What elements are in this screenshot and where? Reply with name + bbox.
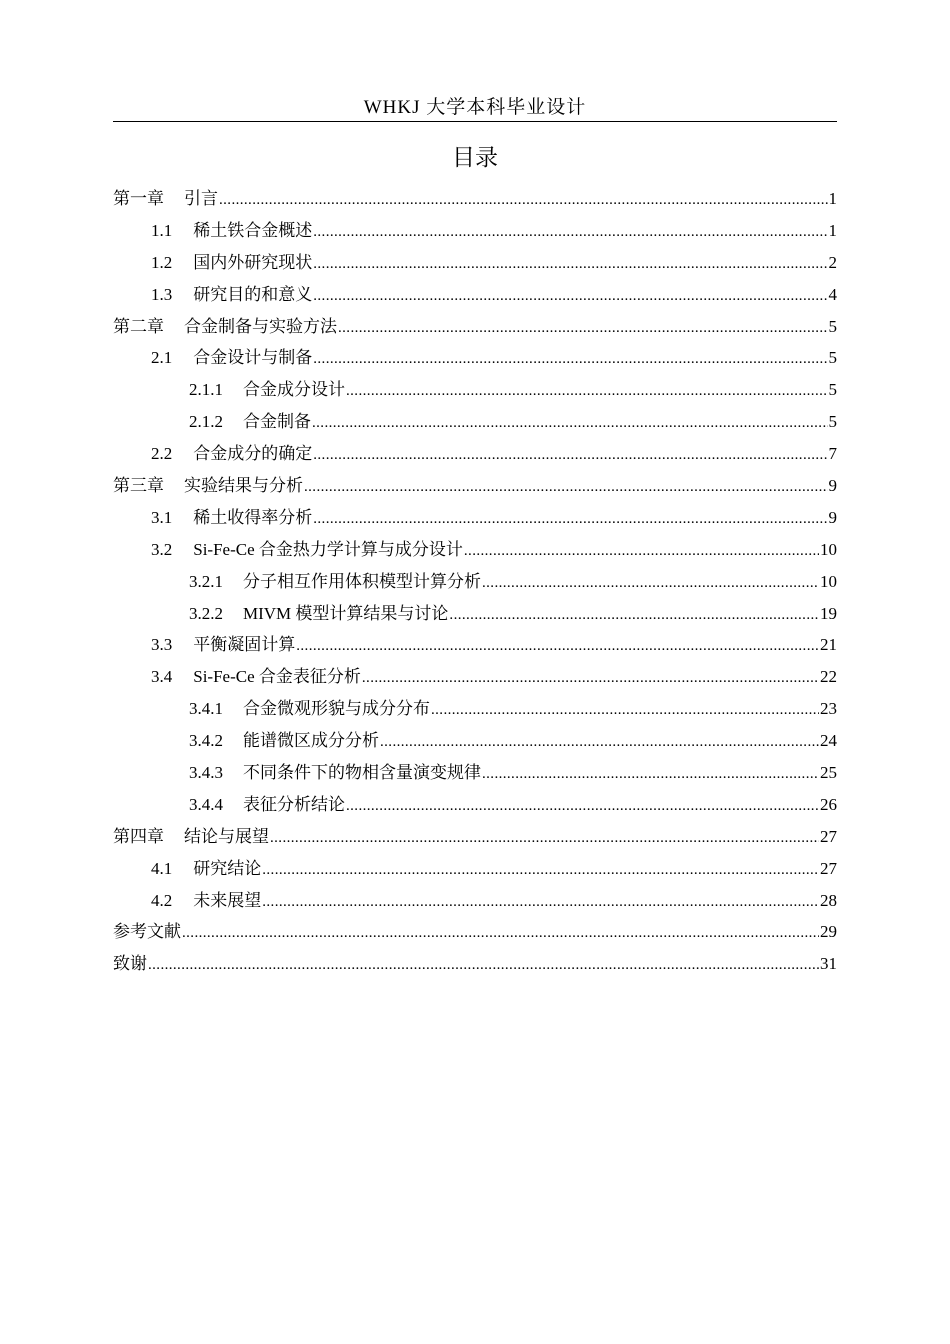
- toc-entry[interactable]: [113, 438, 837, 470]
- toc-entry-title: 合金设计与制备: [193, 348, 313, 368]
- toc-entry-title: MIVM 模型计算结果与讨论: [243, 603, 449, 623]
- toc-entry-number: 3.4.2: [189, 731, 223, 751]
- toc-entry-page-number: 22: [820, 667, 837, 687]
- toc-entry[interactable]: [113, 885, 837, 917]
- toc-entry-title: 稀土收得率分析: [193, 507, 313, 527]
- toc-entry-number: 2.2: [151, 444, 173, 464]
- toc-entry[interactable]: [113, 629, 837, 661]
- toc-dot-leader: [262, 887, 819, 917]
- toc-entry-page-number: 29: [820, 922, 837, 942]
- toc-entry-title: 未来展望: [193, 890, 262, 910]
- toc-entry-title: Si-Fe-Ce 合金表征分析: [193, 667, 361, 687]
- toc-entry-page-number: 21: [820, 635, 837, 655]
- toc-entry-title: 合金制备: [243, 412, 311, 432]
- toc-entry-title: 研究结论: [193, 858, 262, 878]
- toc-entry-page-number: 24: [820, 731, 837, 751]
- toc-entry[interactable]: [113, 342, 837, 374]
- toc-entry-title: 参考文献: [113, 922, 181, 942]
- toc-entry-number: 第四章: [113, 826, 164, 846]
- toc-entry-number: 3.2: [151, 539, 173, 559]
- toc-dot-leader: [380, 727, 819, 757]
- toc-entry-page-number: 7: [828, 444, 837, 464]
- toc-entry-page-number: 31: [820, 954, 837, 974]
- toc-entry-page-number: 5: [828, 348, 837, 368]
- toc-entry-title: 合金成分的确定: [193, 444, 313, 464]
- toc-entry-number: 3.3: [151, 635, 173, 655]
- toc-dot-leader: [182, 918, 819, 948]
- toc-entry-page-number: 2: [828, 252, 837, 272]
- toc-entry-page-number: 9: [828, 476, 837, 496]
- toc-entry-title: 表征分析结论: [243, 794, 345, 814]
- toc-entry[interactable]: [113, 661, 837, 693]
- toc-dot-leader: [219, 185, 828, 215]
- toc-dot-leader: [346, 376, 828, 406]
- toc-entry-title: 合金成分设计: [243, 380, 345, 400]
- toc-dot-leader: [313, 217, 827, 247]
- toc-entry-number: 3.4.4: [189, 794, 223, 814]
- toc-title: 目录: [452, 145, 498, 171]
- toc-entry[interactable]: [113, 470, 837, 502]
- toc-entry-title: 实验结果与分析: [184, 476, 303, 496]
- toc-entry-title: 致谢: [113, 954, 147, 974]
- toc-entry[interactable]: [113, 948, 837, 980]
- toc-entry-title: Si-Fe-Ce 合金热力学计算与成分设计: [193, 539, 463, 559]
- toc-dot-leader: [338, 313, 828, 343]
- toc-entry-number: 1.1: [151, 220, 173, 240]
- toc-dot-leader: [449, 600, 819, 630]
- toc-entry[interactable]: [113, 183, 837, 215]
- toc-entry[interactable]: [113, 916, 837, 948]
- toc-entry-page-number: 10: [820, 571, 837, 591]
- toc-entry-page-number: 1: [828, 220, 837, 240]
- toc-entry[interactable]: [113, 598, 837, 630]
- toc-entry[interactable]: [113, 247, 837, 279]
- toc-entry[interactable]: [113, 311, 837, 343]
- toc-entry-title: 合金微观形貌与成分分布: [243, 699, 430, 719]
- toc-entry[interactable]: [113, 693, 837, 725]
- toc-entry-title: 引言: [184, 189, 218, 208]
- toc-entry-number: 1.2: [151, 252, 173, 272]
- toc-entry-number: 3.4.3: [189, 763, 223, 783]
- toc-entry-page-number: 28: [820, 890, 837, 910]
- toc-entry-number: 2.1.1: [189, 380, 223, 400]
- toc-entry[interactable]: [113, 279, 837, 311]
- toc-dot-leader: [312, 408, 828, 438]
- toc-entry-number: 3.1: [151, 507, 173, 527]
- toc-entry-page-number: 27: [820, 858, 837, 878]
- toc-entry-title: 合金制备与实验方法: [184, 316, 337, 336]
- toc-dot-leader: [270, 823, 819, 853]
- toc-entry[interactable]: [113, 215, 837, 247]
- toc-entry-page-number: 25: [820, 763, 837, 783]
- table-of-contents: [113, 183, 837, 980]
- toc-entry-number: 第二章: [113, 316, 164, 336]
- toc-entry[interactable]: [113, 502, 837, 534]
- toc-dot-leader: [148, 950, 819, 980]
- toc-entry-title: 稀土铁合金概述: [193, 220, 313, 240]
- toc-entry[interactable]: [113, 406, 837, 438]
- toc-entry-page-number: 19: [820, 603, 837, 623]
- toc-dot-leader: [313, 249, 827, 279]
- toc-dot-leader: [304, 472, 828, 502]
- toc-entry-title: 能谱微区成分分析: [243, 731, 379, 751]
- toc-entry-page-number: 5: [828, 412, 837, 432]
- toc-entry-number: 3.2.1: [189, 571, 223, 591]
- toc-entry[interactable]: [113, 566, 837, 598]
- toc-dot-leader: [362, 663, 819, 693]
- toc-entry[interactable]: [113, 853, 837, 885]
- toc-entry-number: 3.4.1: [189, 699, 223, 719]
- toc-dot-leader: [464, 536, 819, 566]
- toc-dot-leader: [313, 344, 827, 374]
- page-header: WHKJ 大学本科毕业设计: [363, 97, 587, 118]
- toc-dot-leader: [482, 568, 819, 598]
- toc-dot-leader: [313, 504, 827, 534]
- toc-entry[interactable]: [113, 821, 837, 853]
- toc-entry-number: 第三章: [113, 476, 164, 496]
- toc-entry-number: 4.1: [151, 858, 173, 878]
- toc-entry[interactable]: [113, 757, 837, 789]
- toc-entry[interactable]: [113, 725, 837, 757]
- header-rule: [113, 121, 837, 122]
- toc-dot-leader: [482, 759, 819, 789]
- toc-entry-page-number: 27: [820, 826, 837, 846]
- toc-entry-page-number: 4: [828, 284, 837, 304]
- toc-entry-page-number: 1: [828, 189, 837, 208]
- toc-entry-number: 3.2.2: [189, 603, 223, 623]
- toc-entry-page-number: 5: [828, 316, 837, 336]
- toc-entry-number: 3.4: [151, 667, 173, 687]
- toc-entry-page-number: 5: [828, 380, 837, 400]
- toc-entry-page-number: 9: [828, 507, 837, 527]
- toc-entry-title: 研究目的和意义: [193, 284, 313, 304]
- toc-entry-title: 结论与展望: [184, 826, 269, 846]
- toc-entry[interactable]: [113, 789, 837, 821]
- toc-entry-number: 2.1: [151, 348, 173, 368]
- toc-dot-leader: [296, 631, 819, 661]
- toc-entry-page-number: 10: [820, 539, 837, 559]
- toc-entry[interactable]: [113, 534, 837, 566]
- toc-entry-title: 分子相互作用体积模型计算分析: [243, 571, 481, 591]
- toc-dot-leader: [313, 440, 827, 470]
- toc-entry[interactable]: [113, 374, 837, 406]
- toc-entry-number: 1.3: [151, 284, 173, 304]
- toc-dot-leader: [313, 281, 827, 311]
- toc-entry-title: 平衡凝固计算: [193, 635, 296, 655]
- toc-entry-title: 不同条件下的物相含量演变规律: [243, 763, 481, 783]
- toc-entry-title: 国内外研究现状: [193, 252, 313, 272]
- toc-dot-leader: [346, 791, 819, 821]
- toc-dot-leader: [262, 855, 819, 885]
- toc-entry-page-number: 26: [820, 794, 837, 814]
- toc-dot-leader: [431, 695, 819, 725]
- toc-entry-number: 4.2: [151, 890, 173, 910]
- toc-entry-page-number: 23: [820, 699, 837, 719]
- toc-entry-number: 2.1.2: [189, 412, 223, 432]
- toc-entry-number: 第一章: [113, 189, 164, 208]
